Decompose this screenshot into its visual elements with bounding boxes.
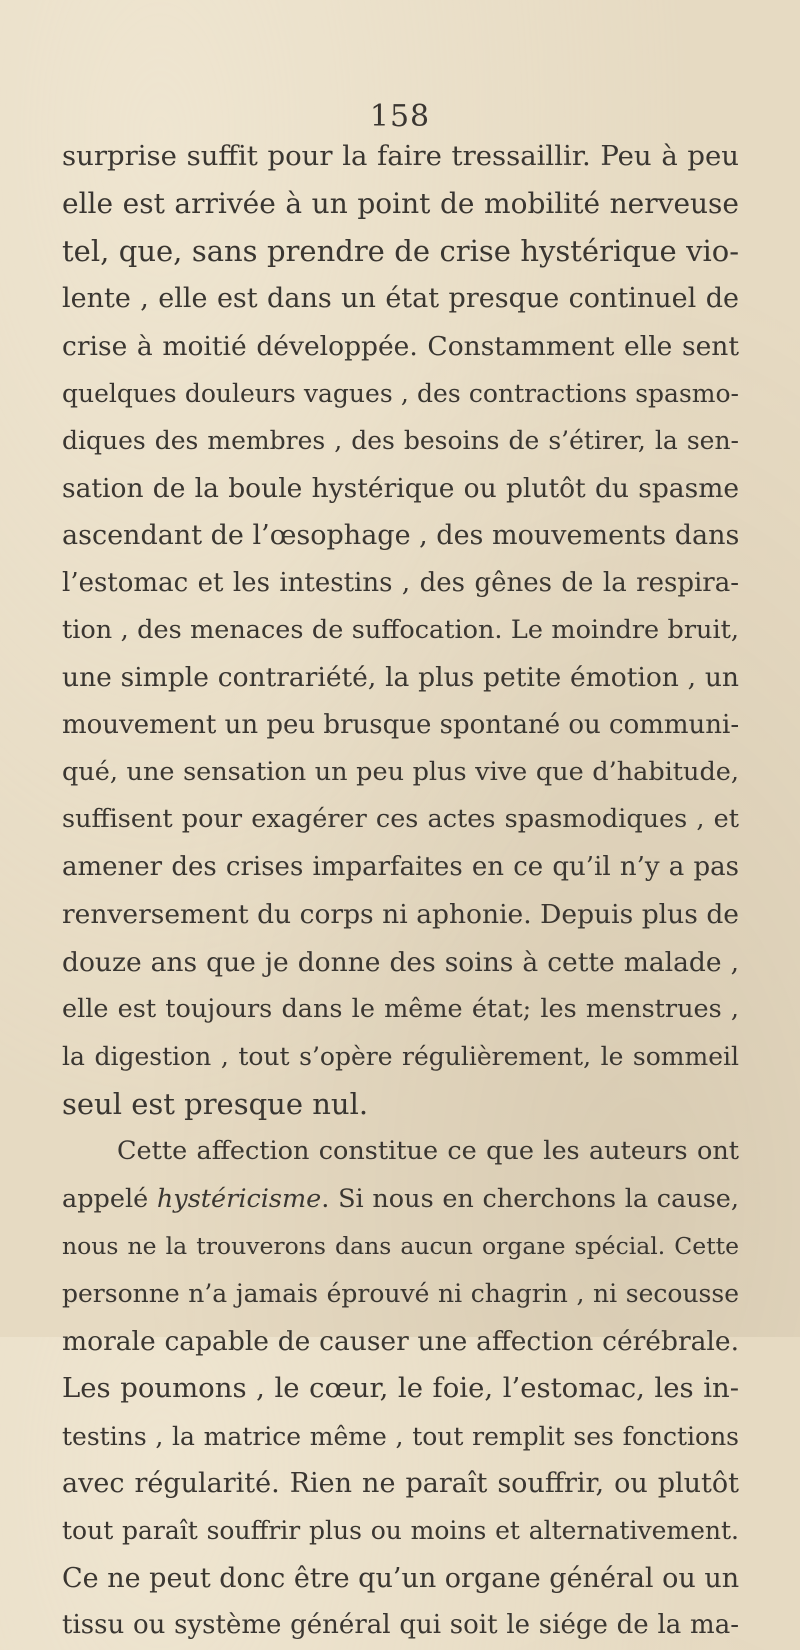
text-line: tion , des menaces de suffocation. Le moindre bruit, [62,614,739,645]
text-line: testins , la matrice même , tout remplit ses fonctions [62,1421,739,1451]
text-line: amener des crises imparfaites en ce qu’il n’y a pas [62,851,739,882]
text-line: nous ne la trouverons dans aucun organe spécial. Cette [62,1231,739,1260]
text-line: seul est presque nul. [62,1086,369,1121]
text-line: douze ans que je donne des soins à cette malade , [62,946,739,978]
text-line: Cette affection constitue ce que les auteurs ont [117,1136,739,1167]
page-number: 158 [369,99,431,134]
text-line: une simple contrariété, la plus petite émotion , un [62,662,739,694]
text-line: surprise suffit pour la faire tressaillir. Peu à peu [62,140,739,172]
text-line: elle est arrivée à un point de mobilité nerveuse [62,187,739,221]
text-line: lente , elle est dans un état presque continuel de [62,283,739,315]
text-line: suffisent pour exagérer ces actes spasmodiques , et [62,804,739,835]
text-line: crise à moitié développée. Constamment elle sent [62,330,739,362]
text-line: tel, que, sans prendre de crise hystérique vio- [62,233,739,268]
text-line: renversement du corps ni aphonie. Depuis plus de [62,899,739,931]
text-line: qué, une sensation un peu plus vive que d’habitude, [62,757,739,788]
text-line: morale capable de causer une affection cérébrale. [62,1325,739,1357]
italic-term: hystéricisme [156,1183,322,1214]
text-line: Ce ne peut donc être qu’un organe général ou un [62,1562,739,1594]
text-line: ascendant de l’œsophage , des mouvements dans [62,520,739,552]
text-line: tout paraît souffrir plus ou moins et alternativement. [62,1516,739,1546]
text-line: l’estomac et les intestins , des gênes de la respira- [62,567,739,598]
text-line: avec régularité. Rien ne paraît souffrir, ou plutôt [62,1467,739,1499]
text-line: mouvement un peu brusque spontané ou communi- [62,709,739,740]
text-line: personne n’a jamais éprouvé ni chagrin , ni secousse [62,1279,739,1309]
text-line: diques des membres , des besoins de s’étirer, la sen- [62,426,739,456]
text-line: elle est toujours dans le même état; les menstrues , [62,994,739,1025]
text-line: sation de la boule hystérique ou plutôt du spasme [62,472,739,504]
text-line: tissu ou système général qui soit le siége de la ma- [62,1610,739,1641]
text-line: appelé hystéricisme. Si nous en cherchons la cause, [62,1183,739,1214]
text-line: quelques douleurs vagues , des contractions spasmo- [62,378,739,408]
text-line: la digestion , tout s’opère régulièrement, le sommeil [62,1042,739,1072]
body-text [62,133,739,1650]
text-line: Les poumons , le cœur, le foie, l’estomac, les in- [62,1372,739,1405]
